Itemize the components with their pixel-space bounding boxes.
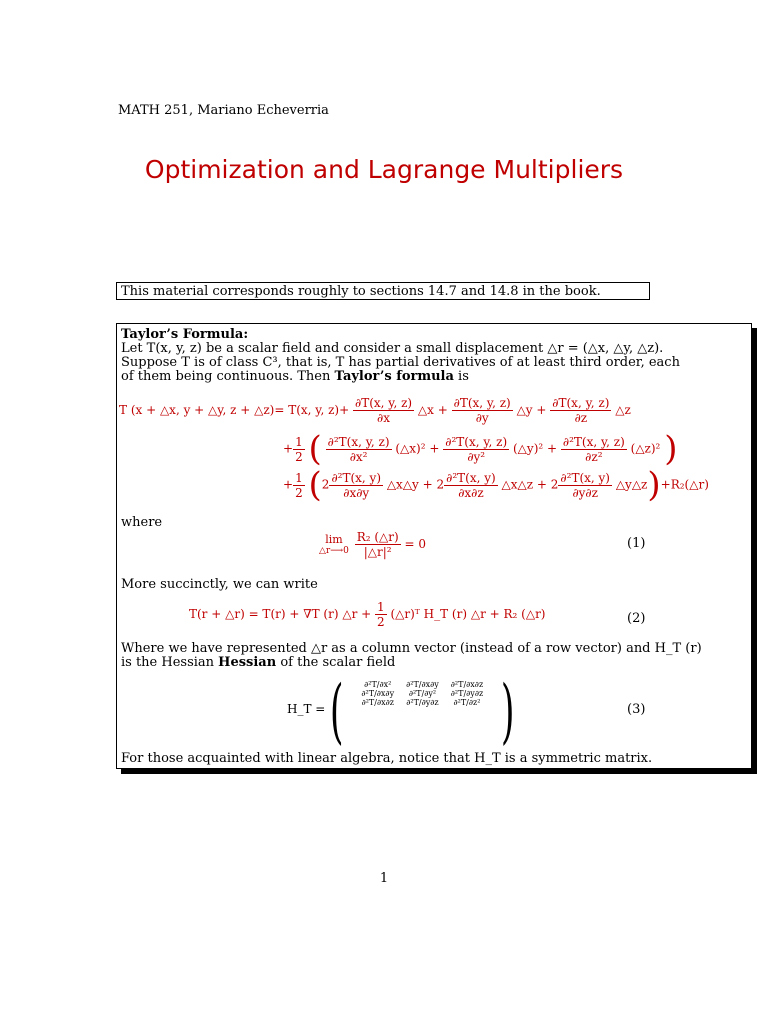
taylor-line-3: + $\frac{1}{2}$ (2 $\frac{\text{∂²T(x, y)}}{\partial x\partial y}$ △x△y + 2 $\frac{\text{∂²T(x, y)}}{\partial x\partial z}$ △x△z + 2 $\frac{\text{∂²T(x, y)}}{\partial y\partial z}$ △y△z)+R₂(△r) [283, 465, 709, 505]
equation-1: lim △r⟶0 $\frac{\text{R₂ (△r)}}{\text{|△r|²}}$ = 0 [319, 530, 427, 559]
box-heading: Taylor’s Formula: [121, 327, 249, 342]
hessian-table: ∂²T/∂x² ∂²T/∂x∂y ∂²T/∂x∂z ∂²T/∂x∂y ∂²T/∂y² ∂²T/∂y∂z ∂²T/∂x∂z ∂²T/∂y∂z ∂²T/∂z² [361, 680, 484, 707]
equation-2: T(r + △r) = T(r) + ∇T (r) △r + $\frac{1}{2}$ (△r)ᵀ H_T (r) △r + R₂ (△r) [189, 600, 546, 629]
course-header: MATH 251, Mariano Echeverria [118, 103, 329, 118]
hessian-lhs: H_T = [287, 702, 326, 716]
equation-2-number: (2) [627, 611, 646, 626]
equation-3-number: (3) [627, 702, 646, 717]
hessian-matrix: ( ∂²T/∂x² ∂²T/∂x∂y ∂²T/∂x∂z ∂²T/∂x∂y ∂²T/∂y² ∂²T/∂y∂z ∂²T/∂x∂z ∂²T/∂y∂z ∂²T/∂z² ) [329, 670, 515, 752]
intro-line-2: Suppose T is of class C³, that is, T has partial derivatives of at least third order, each [121, 355, 680, 370]
page-title: Optimization and Lagrange Multipliers [144, 155, 624, 184]
intro-line-3: of them being continuous. Then Taylor’s formula is [121, 369, 469, 384]
closing-text: For those acquainted with linear algebra, notice that H_T is a symmetric matrix. [121, 751, 653, 766]
hessian-text-line-1: Where we have represented △r as a column vector (instead of a row vector) and H_T (r) [121, 641, 702, 656]
where-label: where [121, 515, 163, 530]
intro-line-1: Let T(x, y, z) be a scalar field and consider a small displacement △r = (△x, △y, △z). [121, 341, 664, 356]
equation-1-number: (1) [627, 536, 646, 551]
taylor-formula-box [116, 323, 752, 769]
taylor-line-1: T (x + △x, y + △y, z + △z)= T(x, y, z)+ $\frac{\partial T(x, y, z)}{\partial x}$ △x + $\frac{\partial T(x, y, z)}{\partial y}$ △y + $\frac{\partial T(x, y, z)}{\partial z}$ △z [119, 396, 631, 425]
page-number: 1 [379, 871, 389, 886]
hessian-text-line-2: is the Hessian Hessian of the scalar field [121, 655, 396, 670]
sections-note: This material corresponds roughly to sections 14.7 and 14.8 in the book. [116, 282, 650, 300]
taylor-line-2: + $\frac{1}{2}$ ( $\frac{\text{∂²T(x, y, z)}}{\text{∂x²}}$ (△x)² + $\frac{\text{∂²T(x, y, z)}}{\text{∂y²}}$ (△y)² + $\frac{\text{∂²T(x, y, z)}}{\text{∂z²}}$ (△z)² ) [283, 429, 678, 469]
succinct-text: More succinctly, we can write [121, 577, 318, 592]
